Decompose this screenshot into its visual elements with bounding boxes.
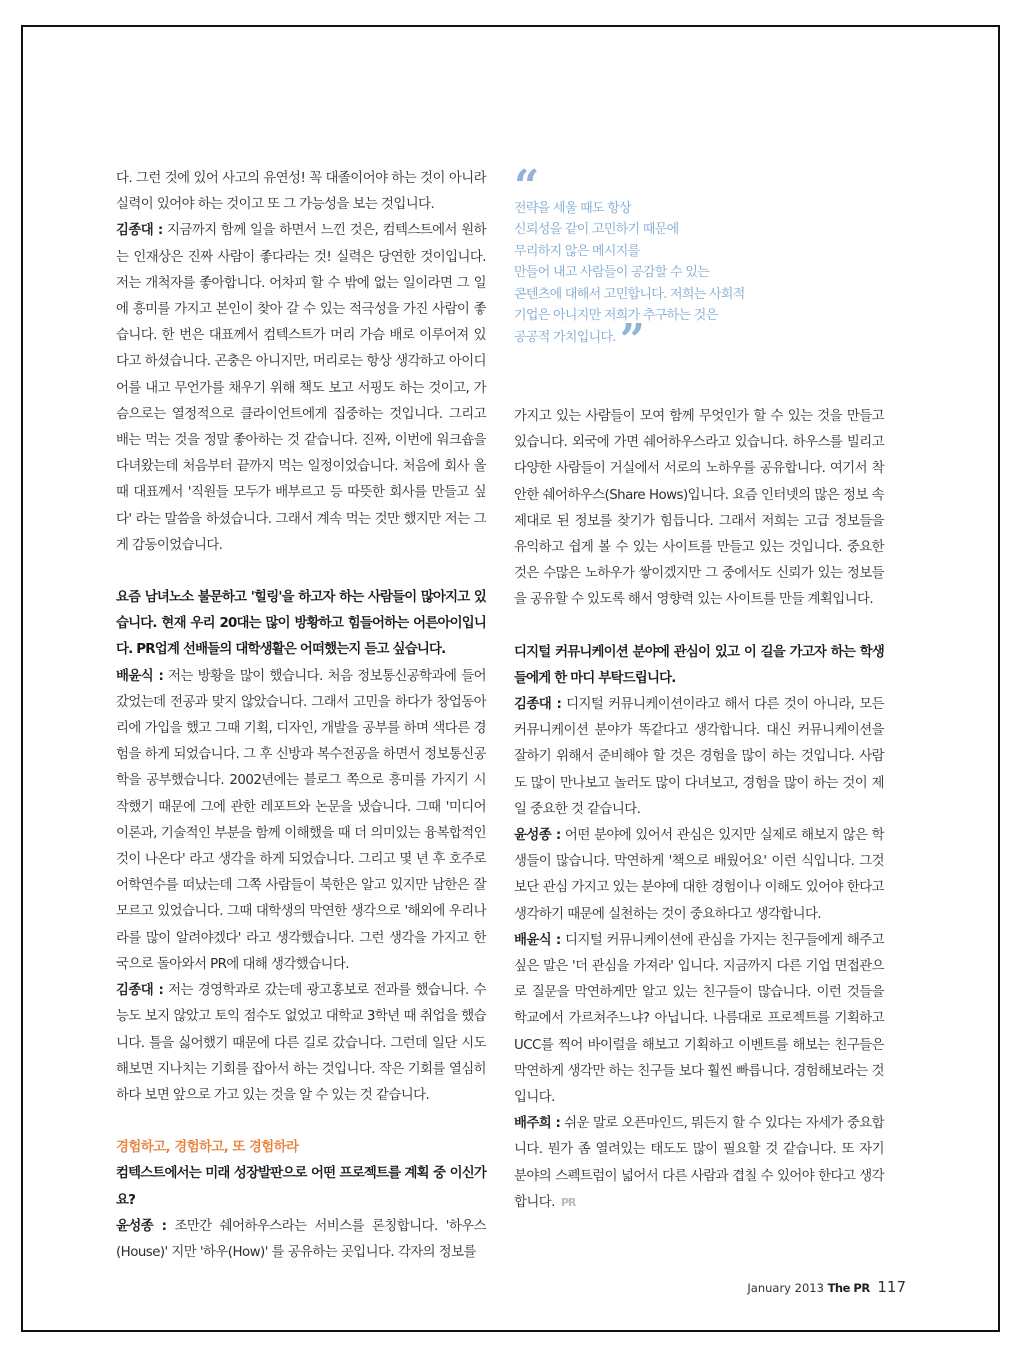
paragraph bbox=[514, 692, 884, 823]
issue-date: January 2013 bbox=[747, 1281, 824, 1295]
section-heading: 경험하고, 경험하고, 또 경험하라 bbox=[116, 1140, 299, 1156]
magazine-name: The PR bbox=[827, 1281, 870, 1295]
speaker-name: 배윤식 : bbox=[116, 668, 164, 684]
speaker-text: 쉬운 말로 오픈마인드, 뭐든지 할 수 있다는 자세가 중요합니다. 뭔가 좀 열려있는 태도도 많이 필요할 것 같습니다. 또 자기 분야의 스펙트럼이 넓어서 다른 사람과 겹칠 수 있어야 한다고 생각합니다. bbox=[514, 1116, 884, 1210]
paragraph bbox=[116, 664, 486, 978]
pull-quote-line: 신뢰성을 같이 고민하기 때문에 bbox=[514, 222, 679, 238]
page-footer bbox=[747, 1278, 906, 1296]
interview-question: 디지털 커뮤니케이션 분야에 관심이 있고 이 길을 가고자 하는 학생들에게 한 마디 부탁드립니다. bbox=[514, 644, 884, 686]
close-quote-icon: ” bbox=[619, 315, 645, 367]
pull-quote bbox=[514, 161, 814, 367]
speaker-text: 어떤 분야에 있어서 관심은 있지만 실제로 해보지 않은 학생들이 많습니다. 막연하게 '책으로 배웠어요' 이런 식입니다. 그것 보단 관심 가지고 있는 분야에 대한 경험이나 이해도 있어야 한다고 생각하기 때문에 실천하는 것이 중요하다고 생각합니다. bbox=[514, 828, 884, 922]
speaker-name: 김종대 : bbox=[116, 983, 164, 999]
speaker-text: 조만간 쉐어하우스라는 서비스를 론칭합니다. '하우스(House)' 지만 '하우(How)' 를 공유하는 곳입니다. 각자의 정보를 bbox=[116, 1218, 486, 1260]
paragraph: 가지고 있는 사람들이 모여 함께 무엇인가 할 수 있는 것을 만들고 있습니다. 외국에 가면 쉐어하우스라고 있습니다. 하우스를 빌리고 다양한 사람들이 거실에서 서로의 노하우를 공유합니다. 여기서 착안한 쉐어하우스(Share Hows)입니다. 요즘 인터넷의 많은 정보 속 제대로 된 정보를 찾기가 힘듭니다. 그래서 저희는 고급 정보들을 유익하고 쉽게 볼 수 있는 사이트를 만들고 있는 것입니다. 중요한 것은 수많은 노하우가 쌓이겠지만 그 중에서도 신뢰가 있는 정보들을 공유할 수 있도록 해서 영향력 있는 사이트를 만들 계획입니다. bbox=[514, 409, 884, 608]
speaker-text: 저는 방황을 많이 했습니다. 처음 정보통신공학과에 들어갔었는데 전공과 맞지 않았습니다. 그래서 고민을 하다가 창업동아리에 가입을 했고 그때 기획, 디자인, 개발을 공부를 하며 색다른 경험을 하게 되었습니다. 그 후 신방과 복수전공을 하면서 정보통신공학을 공부했습니다. 2002년에는 블로그 쪽으로 흥미를 가지기 시작했기 때문에 그에 관한 레포트와 논문을 냈습니다. 그때 '미디어 이론과, 기술적인 부분을 함께 이해했을 때 더 의미있는 융복합적인 것이 나온다' 라고 생각을 하게 되었습니다. 그리고 몇 년 후 호주로 어학연수를 떠났는데 그쪽 사람들이 북한은 알고 있지만 남한은 잘 모르고 있었습니다. 그때 대학생의 막연한 생각으로 '해외에 우리나라를 많이 알려야겠다' 라고 생각했습니다. 그런 생각을 가지고 한국으로 돌아와서 PR에 대해 생각했습니다. bbox=[116, 668, 486, 972]
open-quote-icon: “ bbox=[514, 161, 539, 212]
paragraph bbox=[514, 823, 884, 928]
speaker-name: 윤성종 : bbox=[514, 828, 561, 844]
pull-quote-line: 만들어 내고 사람들이 공감할 수 있는 bbox=[514, 265, 710, 281]
paragraph bbox=[514, 1111, 884, 1216]
end-mark: PR bbox=[560, 1195, 576, 1209]
pull-quote-line: 무리하지 않은 메시지를 bbox=[514, 243, 640, 259]
paragraph bbox=[116, 978, 486, 1109]
speaker-text: 지금까지 함께 일을 하면서 느낀 것은, 컴텍스트에서 원하는 인재상은 진짜 사람이 좋다라는 것! 실력은 당연한 것이입니다. 저는 개척자를 좋아합니다. 어차피 할 수 밖에 없는 일이라면 그 일에 흥미를 가지고 본인이 찾아 갈 수 있는 적극성을 가진 사람이 좋습니다. 한 번은 대표께서 컴텍스트가 머리 가슴 배로 이루어져 있다고 하셨습니다. 곤충은 아니지만, 머리로는 항상 생각하고 아이디어를 내고 무언가를 채우기 위해 책도 보고 서핑도 하는 것이고, 가슴으로는 열정적으로 클라이언트에게 집중하는 것입니다. 그리고 배는 먹는 것을 정말 좋아하는 것 같습니다. 진짜, 이번에 워크숍을 다녀왔는데 처음부터 끝까지 먹는 일정이었습니다. 처음에 회사 올 때 대표께서 '직원들 모두가 배부르고 등 따뜻한 회사를 만들고 싶다' 라는 말씀을 하셨습니다. 그래서 계속 먹는 것만 했지만 저는 그게 감동이었습니다. bbox=[116, 223, 486, 553]
speaker-name: 배윤식 : bbox=[514, 932, 561, 948]
paragraph: 다. 그런 것에 있어 사고의 유연성! 꼭 대졸이어야 하는 것이 아니라 실력이 있어야 하는 것이고 또 그 가능성을 보는 것입니다. bbox=[116, 171, 486, 213]
pull-quote-line: 기업은 아니지만 저희가 추구하는 것은 bbox=[514, 308, 718, 324]
pull-quote-line: 전략을 세울 때도 항상 bbox=[514, 201, 632, 216]
paragraph bbox=[116, 218, 486, 559]
speaker-text: 저는 경영학과로 갔는데 광고홍보로 전과를 했습니다. 수능도 보지 않았고 토익 점수도 없었고 대학교 3학년 때 취업을 했습니다. 틀을 싫어했기 때문에 다른 길로 갔습니다. 그런데 일단 시도해보면 지나치는 기회를 잡아서 하는 것입니다. 작은 기회를 열심히 하다 보면 앞으로 가고 있는 것을 알 수 있는 것 같습니다. bbox=[116, 983, 486, 1103]
paragraph bbox=[116, 1214, 486, 1266]
speaker-name: 배주희 : bbox=[514, 1116, 561, 1132]
pull-quote-line: 콘텐츠에 대해서 고민합니다. 저희는 사회적 bbox=[514, 286, 745, 302]
pull-quote-line: 공공적 가치입니다. bbox=[514, 330, 616, 346]
page-number: 117 bbox=[877, 1278, 906, 1296]
speaker-text: 디지털 커뮤니케이션에 관심을 가지는 친구들에게 해주고 싶은 말은 '더 관심을 가져라' 입니다. 지금까지 다른 기업 면접관으로 질문을 막연하게만 알고 있는 친구들이 많습니다. 이런 것들을 학교에서 가르쳐주느냐? 아닙니다. 나름대로 프로젝트를 기획하고 UCC를 찍어 바이럴을 해보고 기획하고 이벤트를 해보는 친구들은 막연하게 생각만 하는 친구들 보다 훨씬 빠릅니다. 경험해보라는 것입니다. bbox=[514, 932, 884, 1106]
interview-question: 컴텍스트에서는 미래 성장발판으로 어떤 프로젝트를 계획 중 이신가요? bbox=[116, 1166, 486, 1208]
speaker-name: 윤성종 : bbox=[116, 1218, 167, 1234]
speaker-text: 디지털 커뮤니케이션이라고 해서 다른 것이 아니라, 모든 커뮤니케이션 분야가 똑같다고 생각합니다. 대신 커뮤니케이션을 잘하기 위해서 준비해야 할 것은 경험을 많이 하는 것입니다. 사람도 많이 만나보고 놀러도 많이 다녀보고, 경험을 많이 하는 것이 제일 중요한 것 같습니다. bbox=[514, 697, 884, 817]
speaker-name: 김종대 : bbox=[116, 223, 163, 239]
paragraph bbox=[514, 928, 884, 1111]
left-column bbox=[116, 166, 486, 1266]
speaker-name: 김종대 : bbox=[514, 697, 562, 713]
interview-question: 요즘 남녀노소 불문하고 '힐링'을 하고자 하는 사람들이 많아지고 있습니다. 현재 우리 20대는 많이 방황하고 힘들어하는 어른아이입니다. PR업계 선배들의 대학생활은 어떠했는지 듣고 싶습니다. bbox=[116, 590, 486, 658]
right-column bbox=[514, 404, 884, 1216]
